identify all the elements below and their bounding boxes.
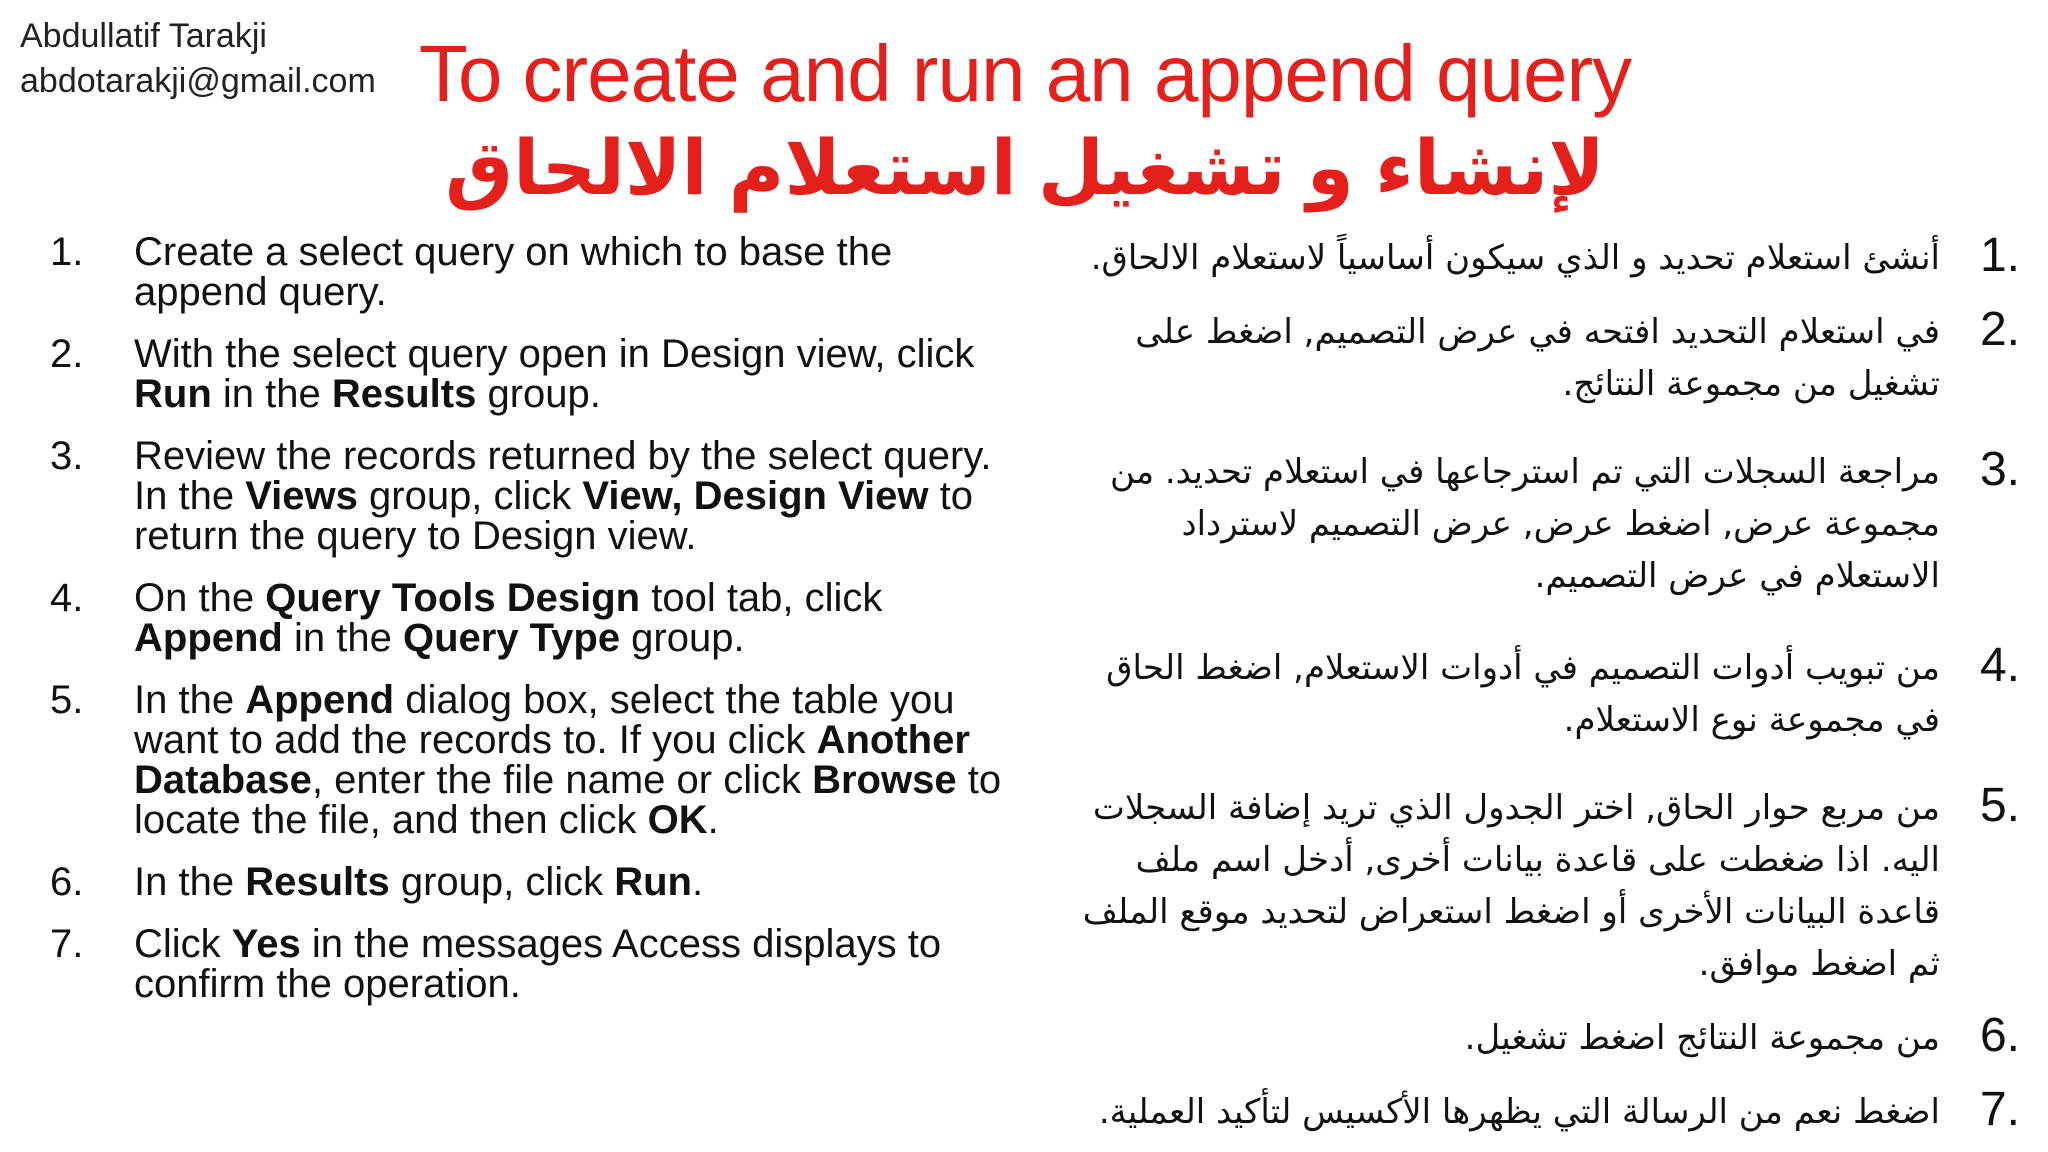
step-ar-2 <box>1060 303 2020 410</box>
step-number: 2. <box>1979 303 2020 356</box>
step-en-7 <box>50 924 1010 1004</box>
step-text: group. <box>476 372 601 416</box>
step-text: , enter the file name or click <box>311 758 813 802</box>
step-bold-text: Append <box>134 616 283 660</box>
step-en-3 <box>50 436 1010 556</box>
step-text: in the messages Access displays to confirm the operation. <box>134 922 942 1006</box>
step-text: On the <box>134 576 266 620</box>
step-text: tool tab, click <box>640 576 883 620</box>
step-number: 7. <box>1979 1083 2020 1136</box>
step-bold-text: OK <box>647 798 708 842</box>
author-email: abdotarakji@gmail.com <box>20 62 376 100</box>
step-text: أنشئ استعلام تحديد و الذي سيكون أساسياً لاستعلام الالحاق. <box>1090 238 1940 278</box>
step-text: في استعلام التحديد افتحه في عرض التصميم, اضغط على تشغيل من مجموعة النتائج. <box>1135 312 1940 404</box>
step-text: اضغط نعم من الرسالة التي يظهرها الأكسيس لتأكيد العملية. <box>1098 1092 1940 1132</box>
step-bold-text: Yes <box>231 922 301 966</box>
step-text: to locate the file, and then click <box>134 758 1002 842</box>
step-number: 2. <box>50 332 84 376</box>
step-bold-text: Append <box>245 678 395 722</box>
step-number: 7. <box>50 922 84 966</box>
step-text: In the <box>134 678 246 722</box>
step-bold-text: Run <box>614 860 692 904</box>
step-ar-6 <box>1060 1009 2020 1064</box>
step-text: group, click <box>389 860 615 904</box>
title-arabic: لإنشاء و تشغيل استعلام الالحاق <box>445 126 1605 211</box>
step-text: من مربع حوار الحاق, اختر الجدول الذي تريد إضافة السجلات اليه. اذا ضغطت على قاعدة بيانات أخرى, أدخل اسم ملف قاعدة البيانات الأخرى أو اضغط استعراض لتحديد موقع الملف ثم اضغط موافق. <box>1082 788 1940 984</box>
step-ar-3 <box>1060 443 2020 602</box>
step-number: 5. <box>50 678 84 722</box>
step-text: مراجعة السجلات التي تم استرجاعها في استعلام تحديد. من مجموعة عرض, اضغط عرض, عرض التصميم لاسترداد الاستعلام في عرض التصميم. <box>1109 452 1940 596</box>
step-number: 3. <box>1979 443 2020 496</box>
title-english: To create and run an append query <box>418 29 1632 118</box>
step-ar-1 <box>1060 229 2020 284</box>
step-bold-text: Results <box>245 860 390 904</box>
step-text: dialog box, select the table you want to add the records to. If you click <box>134 678 955 762</box>
step-text: من مجموعة النتائج اضغط تشغيل. <box>1464 1018 1940 1058</box>
step-ar-5 <box>1060 779 2020 990</box>
step-number: 4. <box>1979 639 2020 692</box>
step-bold-text: Views <box>245 474 358 518</box>
steps-arabic-list <box>1060 229 2020 1138</box>
step-text: in the <box>282 616 403 660</box>
step-number: 4. <box>50 576 84 620</box>
step-text: . <box>707 798 719 842</box>
step-en-1 <box>50 232 1010 312</box>
step-number: 3. <box>50 434 84 478</box>
step-en-6 <box>50 862 1010 902</box>
step-number: 1. <box>50 230 84 274</box>
step-text: group, click <box>357 474 583 518</box>
step-en-5 <box>50 680 1010 840</box>
step-number: 6. <box>50 860 84 904</box>
step-text: With the select query open in Design view, click <box>134 332 975 376</box>
step-bold-text: Query Type <box>402 616 621 660</box>
step-bold-text: Another Database <box>134 718 970 802</box>
step-number: 6. <box>1979 1009 2020 1062</box>
step-bold-text: Query Tools Design <box>265 576 641 620</box>
step-text: . <box>692 860 704 904</box>
step-text: in the <box>211 372 332 416</box>
step-bold-text: Run <box>134 372 212 416</box>
step-number: 5. <box>1979 779 2020 832</box>
step-text: Click <box>134 922 232 966</box>
step-text: من تبويب أدوات التصميم في أدوات الاستعلام, اضغط الحاق في مجموعة نوع الاستعلام. <box>1106 648 1940 740</box>
step-en-2 <box>50 334 1010 414</box>
step-ar-4 <box>1060 639 2020 746</box>
step-bold-text: View, Design View <box>582 474 929 518</box>
step-text: to return the query to Design view. <box>134 474 973 558</box>
step-text: group. <box>620 616 745 660</box>
step-text: Create a select query on which to base the append query. <box>134 230 893 314</box>
step-number: 1. <box>1979 229 2020 282</box>
step-ar-7 <box>1060 1083 2020 1138</box>
step-bold-text: Browse <box>812 758 957 802</box>
author-name: Abdullatif Tarakji <box>20 17 267 55</box>
author-info <box>20 14 376 104</box>
steps-english-list <box>50 232 1010 1026</box>
step-bold-text: Results <box>331 372 477 416</box>
step-text: Review the records returned by the select query. In the <box>134 434 992 518</box>
step-en-4 <box>50 578 1010 658</box>
step-text: In the <box>134 860 246 904</box>
